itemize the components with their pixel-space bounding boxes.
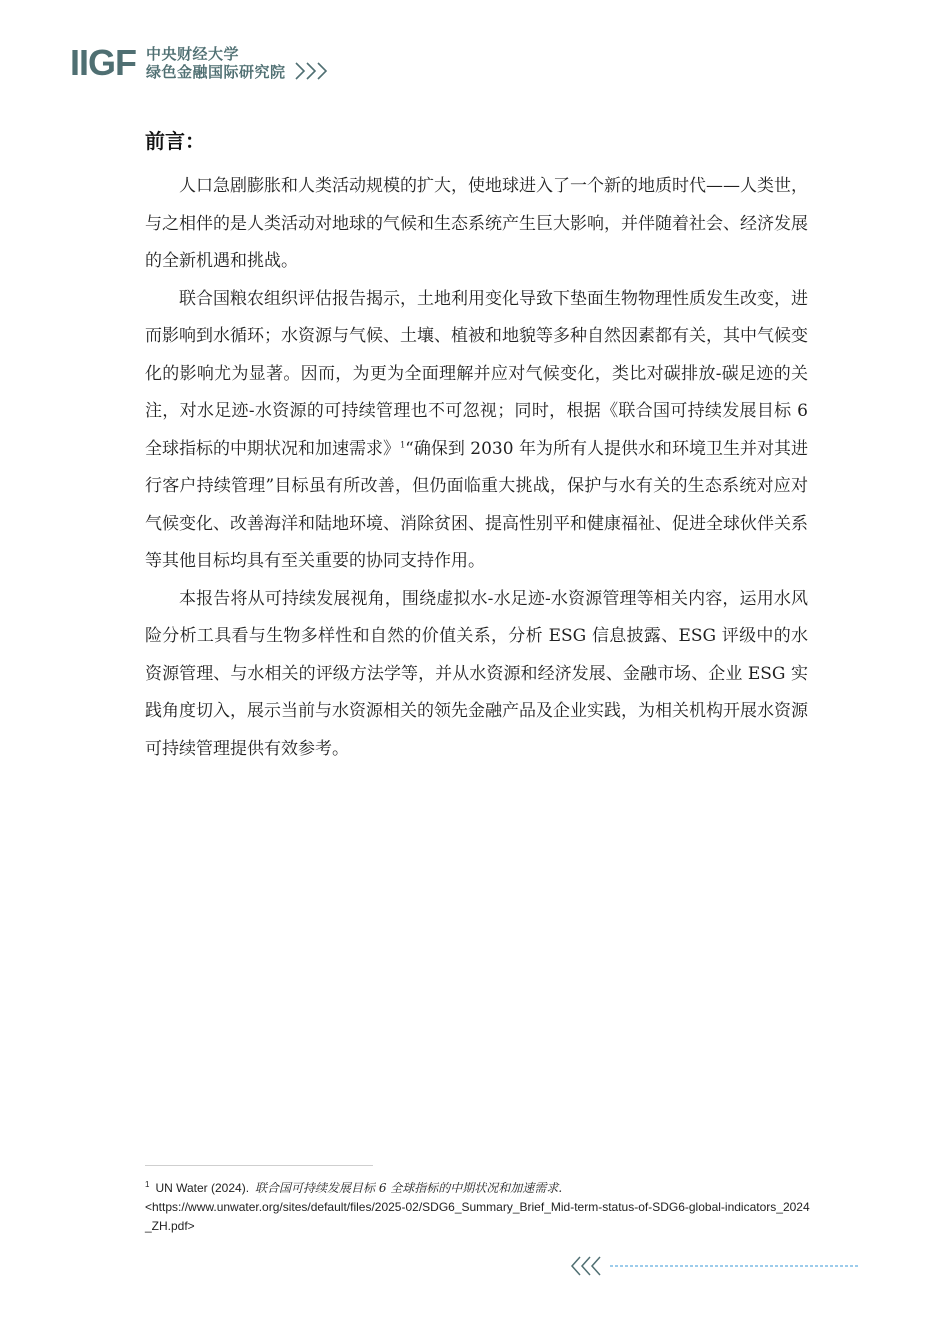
section-title: 前言：: [145, 129, 205, 153]
paragraph-3: 本报告将从可持续发展视角，围绕虚拟水-水足迹-水资源管理等相关内容，运用水风险分析工具看与生物多样性和自然的价值关系，分析 ESG 信息披露、ESG 评级中的水资源管理、与水相关的评级方法学等，并从水资源和经济发展、金融市场、企业 ESG 实践角度切入，展示当前与水资源相关的领先金融产品及企业实践，为相关机构开展水资源可持续管理提供有效参考。: [145, 588, 808, 759]
footnote-number: 1: [145, 1180, 150, 1189]
logo-text: IIGF: [70, 42, 136, 83]
main-content: [145, 126, 808, 768]
paragraph-2: [145, 281, 808, 581]
chevrons-right-icon: [294, 60, 332, 82]
org-name: [146, 45, 286, 81]
footnote-url[interactable]: <https://www.unwater.org/sites/default/files/2025-02/SDG6_Summary_Brief_Mid-term-status-of-SDG6-global-indicators_2024_ZH.pdf>: [145, 1200, 810, 1233]
footnote-source: UN Water (2024).: [155, 1181, 250, 1195]
chevrons-left-icon: [572, 1257, 600, 1275]
org-name-line1: 中央财经大学: [146, 45, 240, 63]
page-header: [70, 40, 332, 86]
paragraph-1: 人口急剧膨胀和人类活动规模的扩大，使地球进入了一个新的地质时代——人类世，与之相伴的是人类活动对地球的气候和生态系统产生巨大影响，并伴随着社会、经济发展的全新机遇和挑战。: [145, 176, 808, 271]
footnote-title: 联合国可持续发展目标 6 全球指标的中期状况和加速需求.: [255, 1181, 563, 1195]
paragraph-2-part2: “确保到 2030 年为所有人提供水和环境卫生并对其进行客户持续管理”目标虽有所改善，但仍面临重大挑战，保护与水有关的生态系统对应对气候变化、改善海洋和陆地环境、消除贫困、提高性别平和健康福祉、促进全球伙伴关系等其他目标均具有至关重要的协同支持作用。: [145, 438, 809, 571]
footnote: [145, 1175, 810, 1236]
paragraph-2-part1: 联合国粮农组织评估报告揭示，土地利用变化导致下垫面生物物理性质发生改变，进而影响到水循环；水资源与气候、土壤、植被和地貌等多种自然因素都有关，其中气候变化的影响尤为显著。因而，为更为全面理解并应对气候变化，类比对碳排放-碳足迹的关注，对水足迹-水资源的可持续管理也不可忽视；同时，根据《联合国可持续发展目标 6 全球指标的中期状况和加速需求》: [145, 288, 808, 459]
iigf-logo: [70, 42, 136, 83]
footnote-divider: [145, 1165, 373, 1166]
org-name-line2: 绿色金融国际研究院: [146, 63, 286, 81]
footnote-reference[interactable]: 1: [400, 439, 406, 449]
page-footer-decoration: [570, 1254, 860, 1278]
